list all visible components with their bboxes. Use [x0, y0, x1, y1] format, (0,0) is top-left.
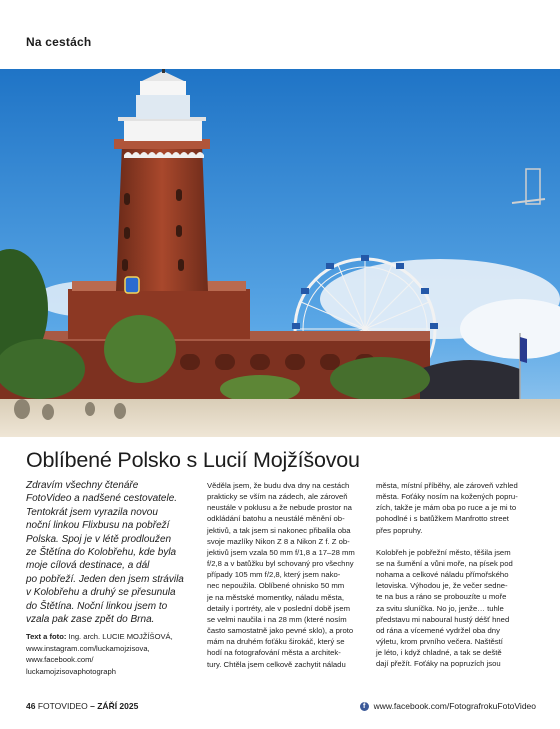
- lead-line: Zdravím všechny čtenáře: [26, 480, 139, 491]
- body-line: mám na druhém foťáku širokáč, který se: [207, 637, 345, 647]
- hero-photo: [0, 69, 560, 437]
- body-line: často samostatně jako pevné sklo), a proto: [207, 626, 354, 636]
- body-column-2: [207, 480, 365, 670]
- lead-line: Tentokrát jsem vyrazila novou: [26, 506, 158, 518]
- paragraph-2: [376, 547, 534, 670]
- footer-separator: –: [90, 701, 95, 711]
- magazine-name: FOTOVIDEO: [37, 701, 88, 711]
- body-line: za svitu sluníčka. No jo, jenže… tuhle: [376, 603, 504, 613]
- lead-line: Polska. Spoj je v létě prodloužen: [26, 533, 172, 545]
- body-line: od rána a vícemené vydržel oba dny: [376, 625, 500, 635]
- body-line: pohodlné i s batůžkem Manfrotto street: [376, 514, 509, 524]
- article-title: Oblíbené Polsko s Lucií Mojžíšovou: [26, 448, 360, 472]
- body-line: představu mi naboural hustý déšť hned: [376, 614, 510, 624]
- body-line: zích, takže je mám oba po ruce a je mi to: [376, 503, 517, 513]
- body-line: f/2,8 a v batůžku byl schovaný pro všechny: [207, 559, 354, 569]
- body-line: dají přežít. Foťáky na popruzích jsou: [376, 659, 501, 669]
- lead-line: noční linkou Flixbusu na pobřeží: [26, 520, 170, 532]
- body-line: svoje mazlíky Nikon Z 8 a Nikon Z f. Z ob-: [207, 536, 350, 546]
- body-line: města. Foťáky nosím na kožených popru-: [376, 492, 518, 502]
- body-line: neustále v poklusu a že nebude prostor na: [207, 503, 352, 513]
- body-line: města, místní příběhy, ale zároveň vzhled: [376, 481, 518, 490]
- facebook-link-path[interactable]: luckamojzisovaphotograph: [26, 666, 116, 676]
- body-line: je na městské momentky, náladu města,: [207, 592, 345, 602]
- body-line: přes popruhy.: [376, 525, 423, 535]
- issue-date: ZÁŘÍ 2025: [97, 701, 139, 711]
- author-credits: [26, 631, 206, 677]
- body-line: Kolobřeh je pobřežní město, těšila jsem: [376, 547, 511, 557]
- lead-line: po pobřeží. Jeden den jsem strávila: [26, 573, 184, 585]
- body-line: prakticky se vším na zádech, ale zároveň: [207, 492, 348, 502]
- lighthouse-illustration: [0, 69, 560, 437]
- page-footer: [26, 701, 536, 715]
- body-line: případy 105 mm f/2,8, který jsem nako-: [207, 570, 341, 580]
- body-line: Věděla jsem, že budu dva dny na cestách: [207, 481, 350, 490]
- lead-line: v Kolobřehu a druhý se přesunula: [26, 587, 176, 599]
- body-column-3: [376, 480, 534, 670]
- body-line: detaily i portréty, ale v poslední době jsem: [207, 603, 351, 613]
- body-line: jektivů jsem vzala 50 mm f/1,8 a 17–28 mm: [207, 547, 355, 557]
- lead-line: FotoVideo a nadšené cestovatele.: [26, 493, 178, 505]
- body-line: jektivů, a tak jsem si nakonec přibalila oba: [207, 525, 351, 535]
- facebook-link[interactable]: www.facebook.com/: [26, 655, 94, 665]
- body-line: nohama a celkové náladu přímořského: [376, 570, 509, 580]
- body-line: se na šumění a vůni moře, na písek pod: [376, 558, 513, 568]
- body-line: letoviska. Výhodou je, že večer sedne-: [376, 581, 508, 591]
- body-line: se velmi naučila i na 28 mm (které nosím: [207, 614, 347, 624]
- credits-author: Ing. arch. LUCIE MOJŽÍŠOVÁ,: [68, 632, 173, 641]
- section-label: Na cestách: [26, 35, 92, 49]
- credits-label: Text a foto:: [26, 632, 67, 641]
- instagram-link[interactable]: www.instagram.com/luckamojzisova,: [26, 643, 150, 653]
- body-line: hodí na fotografování města a architek-: [207, 648, 341, 658]
- facebook-icon: f: [360, 702, 369, 711]
- facebook-url[interactable]: www.facebook.com/FotografrokuFotoVideo: [373, 701, 536, 711]
- lead-line: moje cílová destinace, a dál: [26, 560, 150, 572]
- body-line: výletu, krom prvního večera. Naštěstí: [376, 637, 503, 647]
- body-line: tury. Chtěla jsem celkově zachytit náladu: [207, 659, 346, 669]
- lead-line: vzala pak zase zpět do Brna.: [26, 614, 155, 626]
- body-line: te na bus a ráno se probouzíte u moře: [376, 592, 507, 602]
- body-line: je léto, i když chladné, a tak se deště: [376, 648, 502, 658]
- paragraph-1: [376, 480, 534, 536]
- lead-line: do Štětína. Noční linkou jsem to: [26, 600, 168, 612]
- footer-issue-info: [26, 701, 138, 711]
- body-line: odkládání batohu a neustálé měnění ob-: [207, 514, 345, 524]
- lead-line: ze Štětína do Kolobřehu, kde byla: [26, 547, 177, 559]
- page-number: 46: [26, 701, 36, 711]
- body-line: nec nepoužila. Oblíbené ohnisko 50 mm: [207, 581, 345, 591]
- lead-paragraph: [26, 479, 202, 626]
- footer-facebook[interactable]: [360, 701, 536, 711]
